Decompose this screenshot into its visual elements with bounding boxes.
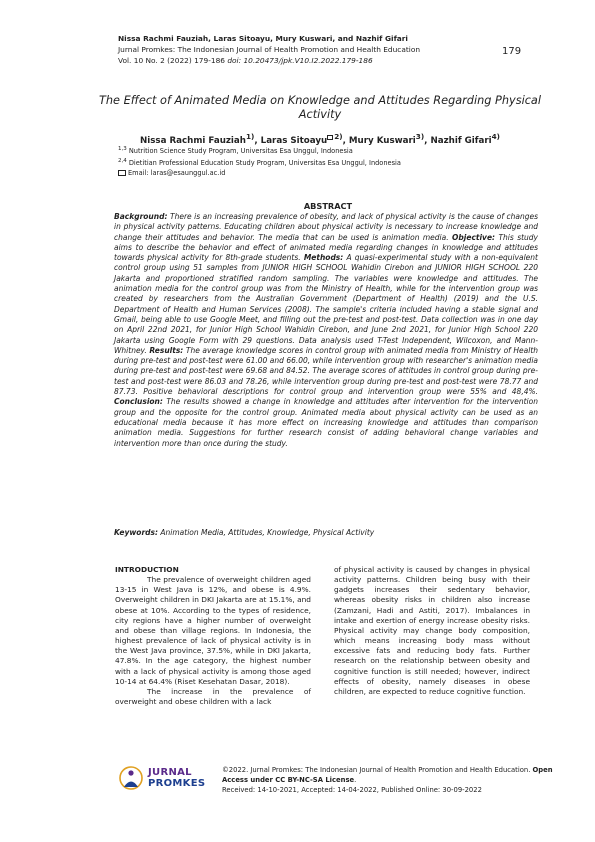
paper-title: The Effect of Animated Media on Knowledge and Attitudes Regarding Physical Activity xyxy=(98,94,541,121)
mail-icon xyxy=(118,170,126,176)
header-journal: Jurnal Promkes: The Indonesian Journal of Health Promotion and Health Education xyxy=(118,45,421,54)
keywords-label: Keywords: xyxy=(114,528,158,537)
introduction-heading: INTRODUCTION xyxy=(115,565,179,574)
author-3: Mury Kuswari xyxy=(348,135,416,146)
methods-text: A quasi-experimental study with a non-equivalent control group using 51 samples from JUNIOR HIGH SCHOOL Wahidin Cirebon and JUNIOR HIGH SCHOOL 220 Jakarta and proportioned stratified random sampling. The variables were knowledge and attitudes. The animation media for the control group was from the Ministry of Health, while for the intervention group was created by researchers from the Australian Government (Department of Health) (2019) and the U.S. Department of Health and Human Services (2008). The sample's criteria included having a stable signal and Gmail, being able to use Google Meet, and filling out the pre-test and post-test. Data collection was in one day on April 22nd 2021, for Junior High School Wahidin Cirebon, and June 2nd 2021, for Junior High School 220 Jakarta using Google Form with 29 questions. Data analysis used T-Test Independent, Wilcoxon, and Mann-Whitney. xyxy=(114,253,538,355)
objective-text: This study aims to describe the behavior and effect of animated media regarding changes in knowledge and attitudes towards physical activity for 8th-grade students. xyxy=(114,232,538,263)
background-text: There is an increasing prevalence of obesity, and lack of physical activity is the cause of changes in physical activity patterns. Educating children about physical activity is necessary to increase knowledge and change their attitudes and behavior. The media that can be used is animation media. xyxy=(114,212,538,242)
body-paragraph: of physical activity is caused by changes in physical activity patterns. Children being busy with their gadgets increases their sedentary behavior, whereas obesity risks in children also increase (Zamzani, Hadi and Astiti, 2017). Imbalances in intake and exertion of energy increase obesity risks. Physical activity may change body composition, which means increasing body mass without excessive fats and reducing body fats. Further research on the relationship between obesity and cognitive function is still needed; however, indirect effects of obesity, namely diseases in obese children, are expected to reduce cognitive function. xyxy=(334,565,530,696)
keywords-text: Animation Media, Attitudes, Knowledge, Physical Activity xyxy=(158,528,375,537)
author-4: Nazhif Gifari xyxy=(430,135,492,146)
body-paragraph: The increase in the prevalence of overweight and obese children with a lack xyxy=(115,686,311,707)
affiliation-2-sup: 2,4 xyxy=(118,158,127,165)
affiliation-2-text: Dietitian Professional Education Study Program, Universitas Esa Unggul, Indonesia xyxy=(126,159,401,168)
objective-label: Objective: xyxy=(452,232,496,242)
header-volume-line xyxy=(118,55,538,66)
author-2-sup xyxy=(327,132,342,141)
affiliation-1 xyxy=(118,144,538,156)
affiliation-2 xyxy=(118,156,538,168)
running-header xyxy=(118,33,538,66)
affiliation-1-sup: 1,3 xyxy=(118,146,127,152)
body-column-right xyxy=(334,565,530,697)
footer-license[interactable]: Open Access under CC BY-NC-SA License xyxy=(222,766,553,784)
footer-license-end: . xyxy=(354,776,357,784)
mail-icon xyxy=(327,135,333,140)
footer-license-line xyxy=(222,765,558,785)
header-doi[interactable]: doi: 10.20473/jpk.V10.I2.2022.179-186 xyxy=(227,56,373,65)
footer-copyright: ©2022. Jurnal Promkes: The Indonesian Journal of Health Promotion and Health Education. xyxy=(222,766,533,774)
results-text: The average knowledge scores in control group with animated media from Ministry of Health during pre-test and post-test were 61.00 and 66.00, while intervention group with researcher's animation media during pre-test and post-test were 69.68 and 84.52. The average scores of attitudes in control group during pre-test and post-test were 86.03 and 78.26, while intervention group during pre-test and post-test were 78.77 and 87.73. Positive behavioral descriptions for control group and intervention group were 55% and 48,4%. xyxy=(114,345,539,397)
header-volume: Vol. 10 No. 2 (2022) 179-186 xyxy=(118,56,228,65)
body-column-left xyxy=(115,565,311,707)
author-line: Nissa Rachmi Fauziah$^{1)}$, Laras Sitoayu $^{2)}$, Mury Kuswari$^{3)}$, Nazhif Gifari$^{4)}$ xyxy=(139,132,500,146)
abstract-body xyxy=(114,212,538,449)
journal-logo xyxy=(118,764,213,792)
footer-dates: Received: 14-10-2021, Accepted: 14-04-2022, Published Online: 30-09-2022 xyxy=(222,786,482,794)
affiliations xyxy=(118,144,538,178)
results-label: Results: xyxy=(149,345,184,355)
footer xyxy=(222,765,558,795)
affiliation-1-text: Nutrition Science Study Program, Universitas Esa Unggul, Indonesia xyxy=(126,147,353,156)
conclusion-text: The results showed a change in knowledge and attitudes after intervention for the intervention group and the opposite for the control group. Animated media about physical activity can be used as an educational media because it has more effect on increasing knowledge and attitudes than comparison animation media. Suggestions for further research consist of adding behavioral change variables and intervention more than once during the study. xyxy=(114,397,538,448)
email-text[interactable]: Email: laras@esaunggul.ac.id xyxy=(128,169,226,178)
body-paragraph: The prevalence of overweight children aged 13-15 in West Java is 12%, and obese is 4.9%. Overweight children in DKI Jakarta are at 15.1%, and obese at 10%. According to the types of residence, city regions have a higher number of overweight and obese than village regions. In Indonesia, the highest prevalence of lack of physical activity is in the West Java province, 37.5%, while in DKI Jakarta, 47.8%. In the age category, the highest number with a lack of physical activity is among those aged 10-14 at 64.4% (Riset Kesehatan Dasar, 2018). xyxy=(115,575,311,686)
logo-word-jurnal: JURNAL xyxy=(148,767,192,778)
background-label: Background: xyxy=(114,212,168,221)
author-1: Nissa Rachmi Fauziah xyxy=(139,135,246,146)
conclusion-label: Conclusion: xyxy=(114,397,163,407)
abstract-heading: ABSTRACT xyxy=(303,201,353,211)
logo-word-promkes: PROMKES xyxy=(148,778,206,789)
author-4-sup: 4) xyxy=(491,132,500,141)
header-authors: Nissa Rachmi Fauziah, Laras Sitoayu, Mury Kuswari, and Nazhif Gifari xyxy=(118,34,408,43)
methods-label: Methods: xyxy=(303,253,344,263)
email-line xyxy=(118,168,538,178)
author-2-sup-text: 2) xyxy=(334,132,343,141)
author-2: Laras Sitoayu xyxy=(260,135,328,146)
keywords xyxy=(114,528,538,537)
journal-logo-icon xyxy=(118,766,144,790)
author-3-sup: 3) xyxy=(415,132,425,141)
page-number: 179 xyxy=(502,46,522,57)
author-1-sup: 1) xyxy=(245,132,255,141)
